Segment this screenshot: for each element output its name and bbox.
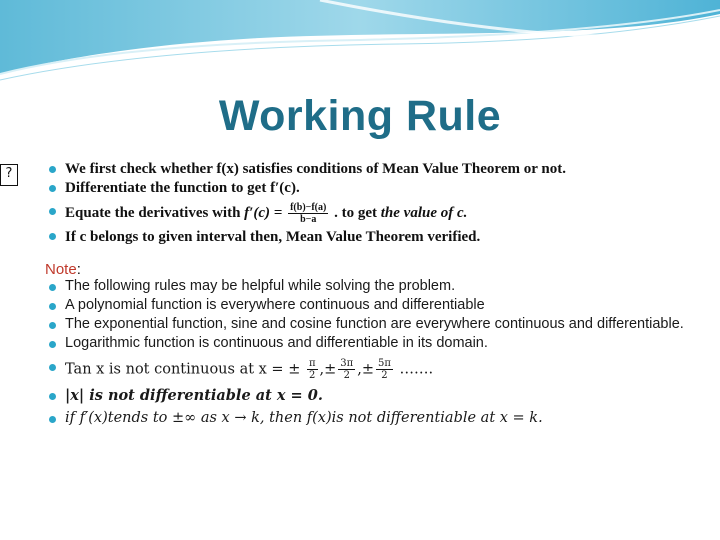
fraction-numerator: 3π bbox=[340, 358, 354, 369]
step-text: Equate the derivatives with bbox=[65, 204, 245, 221]
rule-item: Logarithmic function is continuous and differentiable in its domain. bbox=[45, 335, 685, 352]
formula-fraction bbox=[288, 202, 328, 225]
fraction-denominator: 2 bbox=[343, 370, 350, 381]
step-item: We first check whether f(x) satisfies conditions of Mean Value Theorem or not. bbox=[45, 160, 685, 179]
fraction-numerator: π bbox=[308, 358, 316, 369]
fraction bbox=[307, 358, 318, 381]
rule-item: if f′(x)tends to ±∞ as x → k, then f(x)is not differentiable at x = k. bbox=[45, 410, 685, 427]
fraction-numerator: 5π bbox=[378, 358, 391, 369]
step-text-italic: the value of c. bbox=[380, 204, 468, 221]
rule-tail: ……. bbox=[399, 361, 434, 378]
rules-list bbox=[45, 278, 685, 427]
rule-item: Tan x is not continuous at x = ± $\frac{\pi}{2}$ ,± $\frac{3\pi}{2}$ ,± $\frac{5\pi}{2}$ ……. bbox=[45, 358, 685, 381]
rule-item: |x| is not differentiable at x = 0. bbox=[45, 387, 685, 404]
fraction bbox=[338, 358, 355, 381]
note-heading bbox=[45, 261, 685, 278]
fraction bbox=[376, 358, 393, 381]
missing-glyph-icon: ? bbox=[0, 164, 18, 186]
rule-item: The following rules may be helpful while solving the problem. bbox=[45, 278, 685, 295]
slide-body bbox=[45, 160, 685, 429]
step-item bbox=[45, 202, 685, 225]
fraction-denominator: 2 bbox=[381, 370, 388, 381]
slide-title: Working Rule bbox=[218, 92, 502, 140]
working-steps bbox=[45, 160, 685, 247]
rule-item: A polynomial function is everywhere continuous and differentiable bbox=[45, 297, 685, 314]
rule-text: Tan x is not continuous at x = ± bbox=[65, 361, 301, 378]
step-item: Differentiate the function to get f′(c). bbox=[45, 179, 685, 198]
step-text: . to get bbox=[334, 204, 381, 221]
note-label: Note bbox=[45, 261, 77, 278]
fraction-denominator: 2 bbox=[309, 370, 316, 381]
formula-lhs: f′(c) = bbox=[244, 204, 287, 221]
note-colon: : bbox=[76, 261, 81, 278]
fraction-denominator: b−a bbox=[300, 214, 317, 225]
fraction-numerator: f(b)−f(a) bbox=[290, 202, 327, 213]
rule-item: The exponential function, sine and cosine function are everywhere continuous and differentiable. bbox=[45, 316, 685, 333]
step-item: If c belongs to given interval then, Mean Value Theorem verified. bbox=[45, 227, 685, 247]
